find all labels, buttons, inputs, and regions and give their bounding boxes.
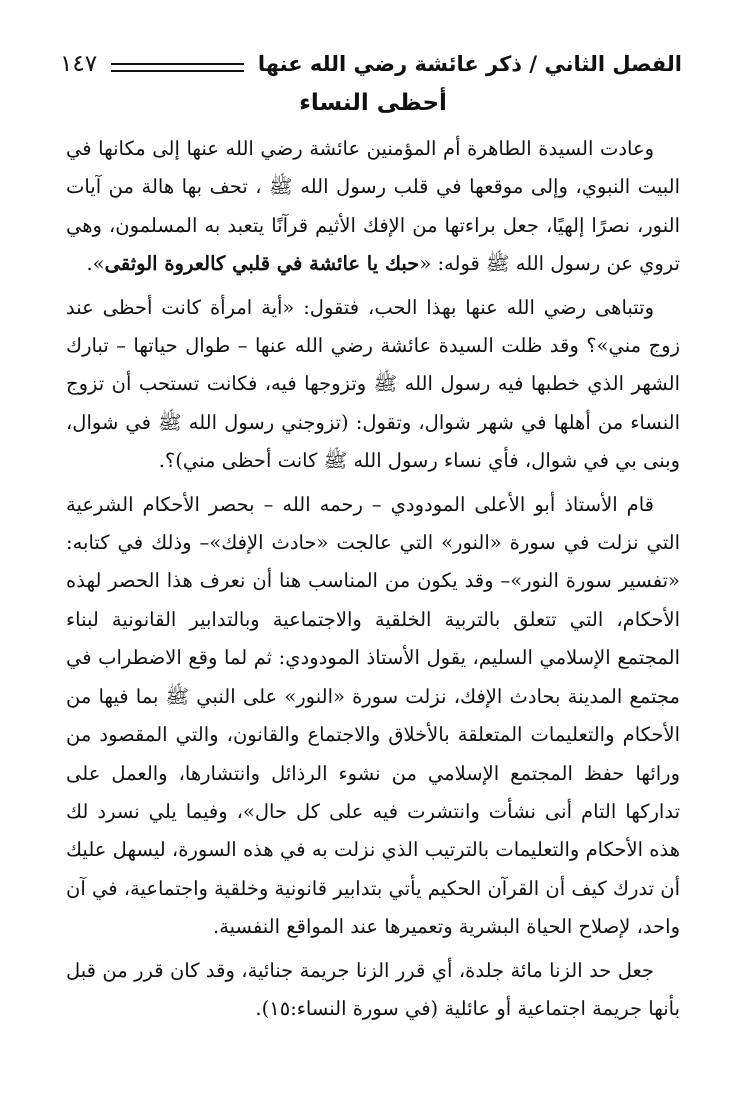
hadith-quote: حبك يا عائشة في قلبي كالعروة الوثقى [104, 252, 420, 276]
page-number: ١٤٧ [60, 51, 98, 77]
section-title: أحظى النساء [299, 90, 447, 116]
paragraph: قام الأستاذ أبو الأعلى المودودي – رحمه الله – بحصر الأحكام الشرعية التي نزلت في سورة «النور» التي عالجت «حادث الإفك»– وذلك في كتابه: «تفسير سورة النور»– وقد يكون من المناسب هنا أن نعرف هذا الحصر لهذه الأحكام، التي تتعلق بالتربية الخلقية والاجتماعية وبالتدابير القانونية لبناء المجتمع الإسلامي السليم، يقول الأستاذ المودودي: ثم لما وقع الاضطراب في مجتمع المدينة بحادث الإفك، نزلت سورة «النور» على النبي ﷺ بما فيها من الأحكام والتعليمات المتعلقة بالأخلاق والاجتماع والقانون، والتي المقصود من ورائها حفظ المجتمع الإسلامي من نشوء الرذائل وانتشارها، والعمل على تداركها التام أنى نشأت وانتشرت فيه على كل حال»، وفيما يلي نسرد لك هذه الأحكام والتعليمات بالترتيب الذي نزلت به في هذه السورة، ليسهل عليك أن تدرك كيف أن القرآن الحكيم يأتي بتدابير قانونية وخلقية واجتماعية، في آن واحد، لإصلاح الحياة البشرية وتعميرها عند المواقع النفسية. [66, 492, 680, 939]
chapter-header-title: الفصل الثاني / ذكر عائشة رضي الله عنها [257, 52, 682, 76]
header-double-rule [111, 63, 244, 72]
paragraph-text: ». [86, 252, 105, 276]
paragraph: وتتباهى رضي الله عنها بهذا الحب، فتقول: «أية امرأة كانت أحظى عند زوج مني»؟ وقد ظلت السيدة عائشة رضي الله عنها – طوال حياتها – تبارك الشهر الذي خطبها فيه رسول الله ﷺ وتزوجها فيه، فكانت تستحب أن تزوج النساء من أهلها في شهر شوال، وتقول: (تزوجني رسول الله ﷺ في شوال، وبنى بي في شوال، فأي نساء رسول الله ﷺ كانت أحظى مني)؟. [66, 295, 680, 473]
body-text [66, 130, 680, 1028]
paragraph-text: وعادت السيدة الطاهرة أم المؤمنين عائشة رضي الله عنها إلى مكانها في البيت النبوي، وإلى موقعها في قلب رسول الله ﷺ ، تحف بها هالة من آيات النور، نصرًا إلهيًا، جعل براءتها من الإفك الأثيم قرآنًا يتعبد به المسلمون، وهي تروي عن رسول الله ﷺ قوله: « [66, 137, 680, 276]
running-header [60, 44, 682, 84]
paragraph: جعل حد الزنا مائة جلدة، أي قرر الزنا جريمة جنائية، وقد كان قرر من قبل بأنها جريمة اجتماعية أو عائلية (في سورة النساء:١٥). [66, 958, 680, 1020]
paragraph [66, 130, 680, 284]
